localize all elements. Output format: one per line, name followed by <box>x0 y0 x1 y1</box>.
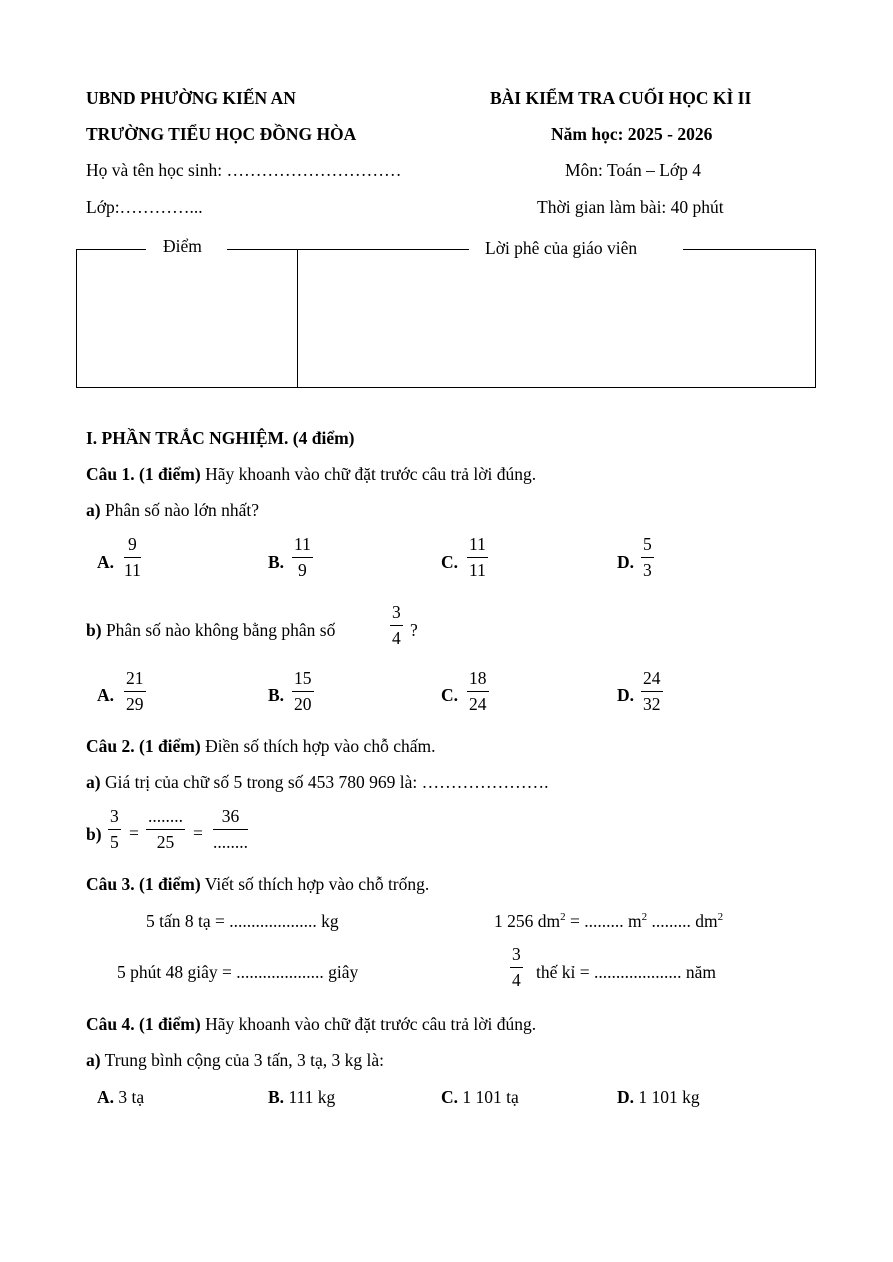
option-letter: D. <box>617 685 635 705</box>
school-name: TRƯỜNG TIỂU HỌC ĐỒNG HÒA <box>86 124 357 144</box>
question-3 <box>86 874 429 895</box>
question-4-label: Câu 4. (1 điểm) <box>86 1014 201 1034</box>
question-1a <box>86 500 259 521</box>
question-2-text: Điền số thích hợp vào chỗ chấm. <box>205 736 436 756</box>
question-2b-label: b) <box>86 824 102 844</box>
section-title: I. PHẦN TRẮC NGHIỆM. (4 điểm) <box>86 428 355 448</box>
question-2a-label: a) <box>86 772 101 792</box>
question-4-text: Hãy khoanh vào chữ đặt trước câu trả lời đúng. <box>205 1014 537 1034</box>
question-4a-text: Trung bình cộng của 3 tấn, 3 tạ, 3 kg là: <box>104 1050 384 1070</box>
fraction: $\frac{5}{3}$ <box>643 534 652 580</box>
fraction: $\frac{24}{32}$ <box>643 668 661 714</box>
option-letter: B. <box>268 685 285 705</box>
fraction: $\frac{3}{5}$ <box>110 806 119 852</box>
question-1a-label: a) <box>86 500 101 520</box>
student-name-field: Họ và tên học sinh: ………………………… <box>86 160 402 180</box>
question-2-label: Câu 2. (1 điểm) <box>86 736 201 756</box>
option-letter: C. <box>441 685 459 705</box>
option-letter: A. <box>97 685 115 705</box>
authority-name: UBND PHƯỜNG KIẾN AN <box>86 88 296 108</box>
question-4 <box>86 1014 536 1035</box>
question-3-text: Viết số thích hợp vào chỗ trống. <box>204 874 430 894</box>
option-letter: A. <box>97 552 115 572</box>
q3-item-seconds[interactable]: 5 phút 48 giây = .................... giây <box>117 962 359 982</box>
option-letter: D. <box>617 552 635 572</box>
score-label: Điểm <box>163 236 202 256</box>
fraction-blank-denominator[interactable]: 36 ........ <box>213 806 248 852</box>
question-1-label: Câu 1. (1 điểm) <box>86 464 201 484</box>
equals-sign: = <box>129 823 139 843</box>
question-2a <box>86 772 549 793</box>
question-2a-text: Giá trị của chữ số 5 trong số 453 780 969 là: …………………. <box>104 772 549 792</box>
q3-item-century[interactable]: thế kỉ = .................... năm <box>536 962 716 982</box>
question-1b <box>86 620 335 641</box>
question-mark: ? <box>410 620 418 640</box>
fraction: $\frac{11}{9}$ <box>294 534 311 580</box>
fraction: $\frac{11}{11}$ <box>469 534 486 580</box>
q4a-option-d[interactable]: D. 1 101 kg <box>617 1087 700 1107</box>
option-letter: C. <box>441 552 459 572</box>
subject: Môn: Toán – Lớp 4 <box>565 160 702 180</box>
question-2 <box>86 736 435 757</box>
fraction: $\frac{9}{11}$ <box>124 534 141 580</box>
class-field: Lớp:…………... <box>86 197 203 217</box>
fraction: $\frac{15}{20}$ <box>294 668 312 714</box>
q3-item-tons[interactable]: 5 tấn 8 tạ = .................... kg <box>146 911 339 931</box>
option-letter: B. <box>268 552 285 572</box>
question-4a-label: a) <box>86 1050 101 1070</box>
reference-fraction: $\frac{3}{4}$ <box>392 602 401 648</box>
question-1 <box>86 464 536 485</box>
fraction: $\frac{21}{29}$ <box>126 668 144 714</box>
school-year: Năm học: 2025 - 2026 <box>551 124 713 144</box>
exam-time: Thời gian làm bài: 40 phút <box>537 197 724 217</box>
q4a-option-b[interactable]: B. 111 kg <box>268 1087 336 1107</box>
q4a-option-a[interactable]: A. 3 tạ <box>97 1087 145 1107</box>
equals-sign: = <box>193 823 203 843</box>
question-1a-text: Phân số nào lớn nhất? <box>104 500 260 520</box>
exam-title: BÀI KIỂM TRA CUỐI HỌC KÌ II <box>490 88 752 108</box>
fraction: $\frac{18}{24}$ <box>469 668 487 714</box>
q4a-option-c[interactable]: C. 1 101 tạ <box>441 1087 519 1107</box>
q3-item-area[interactable]: 1 256 $dm^2$ = ......... $m^2$ ......... $dm^2$ <box>494 911 724 931</box>
question-1b-label: b) <box>86 620 102 640</box>
question-4a <box>86 1050 384 1071</box>
fraction: $\frac{3}{4}$ <box>512 944 521 990</box>
question-1b-text: Phân số nào không bằng phân số <box>105 620 336 640</box>
question-1-text: Hãy khoanh vào chữ đặt trước câu trả lời đúng. <box>205 464 537 484</box>
fraction-blank-numerator[interactable]: ........ 25 <box>148 806 183 852</box>
question-3-label: Câu 3. (1 điểm) <box>86 874 201 894</box>
teacher-comment-label: Lời phê của giáo viên <box>485 238 638 258</box>
